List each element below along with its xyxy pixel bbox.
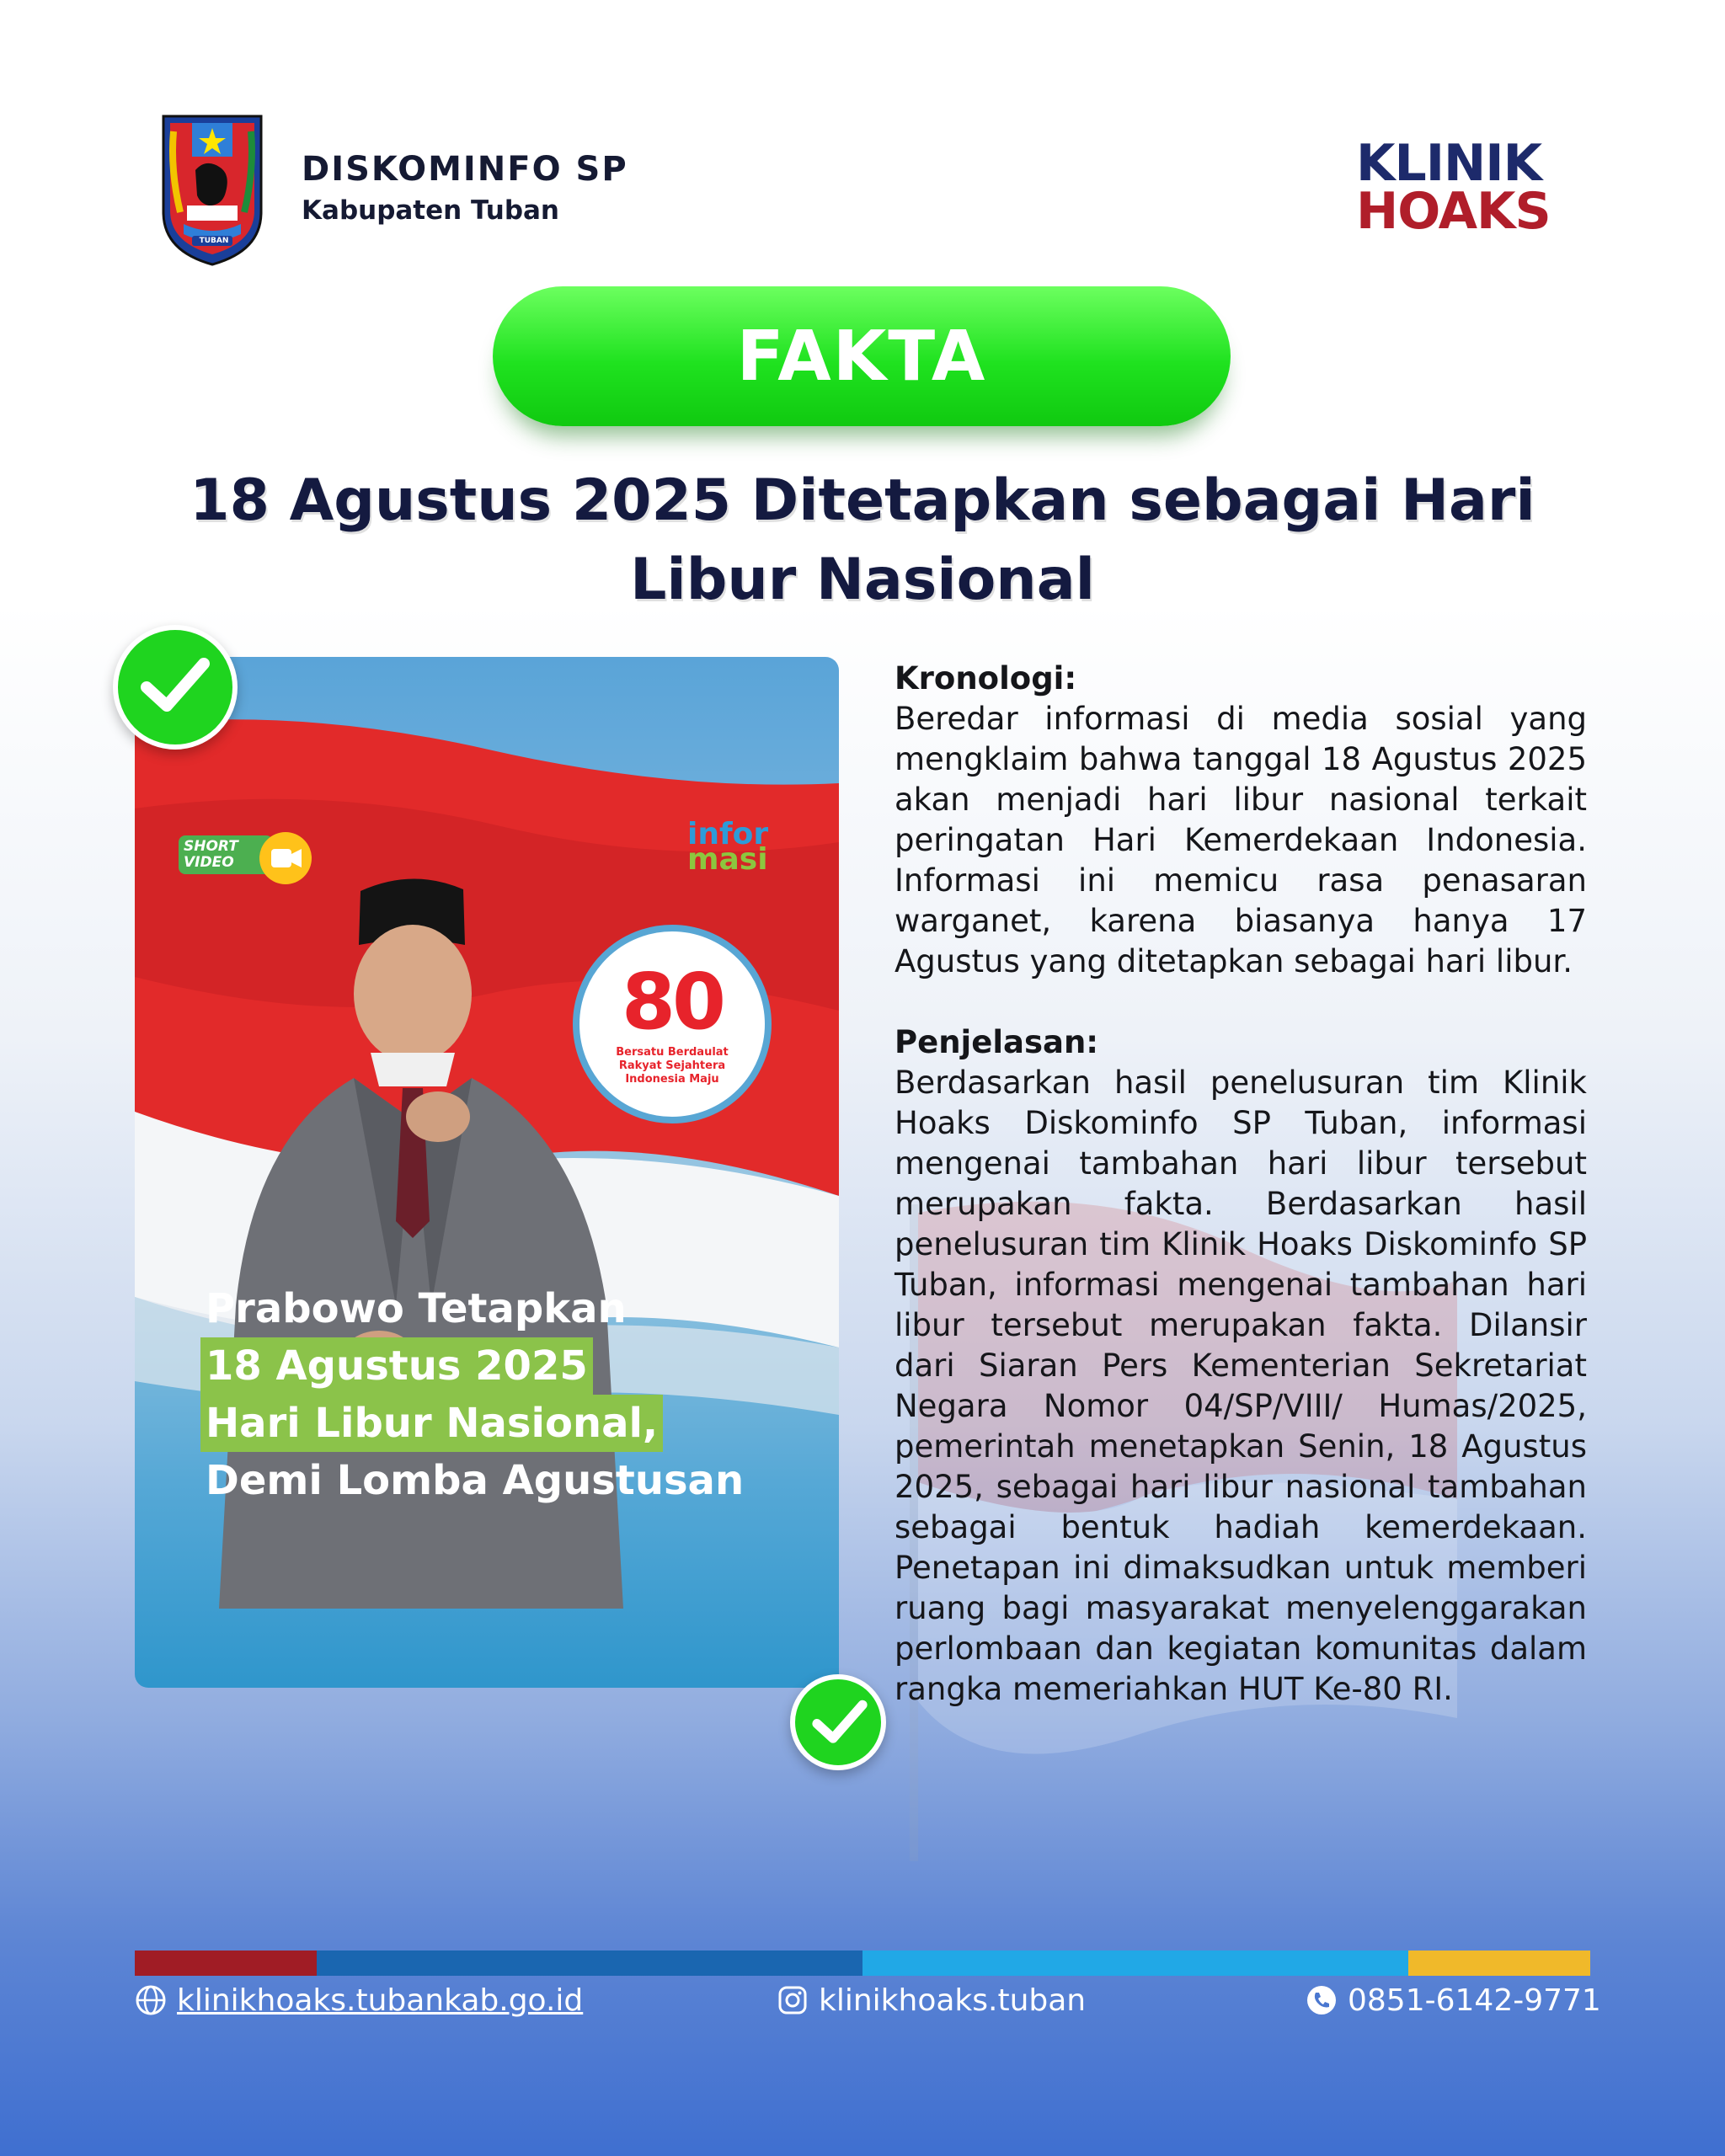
phone-icon [1306,1984,1338,2016]
badge-number: 80 [621,957,724,1047]
headline-line: Demi Lomba Agustusan [206,1457,745,1504]
emblem-text: TUBAN [199,237,229,245]
brand-line-2: HOAKS [1356,182,1551,241]
badge-tagline-line: Bersatu Berdaulat [616,1046,729,1059]
org-name: DISKOMINFO SP [302,150,628,189]
kronologi-body: Beredar informasi di media sosial yang mengklaim bahwa tanggal 18 Agustus 2025 akan menjadi hari libur nasional terkait peringatan Hari Kemerdekaan Indonesia. Informasi ini memicu rasa penasaran warganet, karena biasanya hanya 17 Agustus yang ditetapkan sebagai hari libur. [895,701,1587,979]
image-headline [200,1280,824,1509]
article-text [895,659,1587,1710]
org-brand [302,150,628,226]
globe-icon [135,1984,167,2016]
footer-website[interactable] [135,1979,583,2021]
page-title: 18 Agustus 2025 Ditetapkan sebagai Hari Libur Nasional [190,467,1535,613]
verdict-badge [493,286,1231,426]
footer-phone[interactable] [1306,1979,1601,2021]
kronologi-heading: Kronologi: [895,660,1077,696]
penjelasan-body: Berdasarkan hasil penelusuran tim Klinik Hoaks Diskominfo SP Tuban, informasi mengenai tambahan hari libur tersebut merupakan fakta. Berdasarkan hasil penelusuran tim Klinik Hoaks Diskominfo SP Tuban, informasi mengenai tambahan hari libur tersebut merupakan fakta. Dilansir dari Siaran Pers Kementerian Sekretariat Negara Nomor 04/SP/VIII/ Humas/2025, pemerintah menetapkan Senin, 18 Agustus 2025, sebagai hari libur nasional tambahan sebagai bentuk hadiah kemerdekaan. Penetapan ini dimaksudkan untuk memberi ruang bagi masyarakat menyelenggarakan perlombaan dan kegiatan komunitas dalam rangka memeriahkan HUT Ke-80 RI. [895,1065,1587,1707]
badge-tagline-line: Indonesia Maju [625,1073,719,1086]
footer-stripe-lightblue [862,1951,1408,1976]
paragraph-gap [895,982,1587,1022]
verdict-label: FAKTA [736,316,987,397]
informasi-line-2: masi [687,842,768,877]
headline-line: Prabowo Tetapkan [206,1285,627,1332]
footer-stripe-yellow [1408,1951,1590,1976]
footer-stripe-red [135,1951,317,1976]
instagram-handle[interactable]: klinikhoaks.tuban [819,1983,1087,2018]
headline-line-highlight: 18 Agustus 2025 [200,1337,593,1395]
website-link[interactable]: klinikhoaks.tubankab.go.id [177,1983,584,2018]
brand-line-1: KLINIK [1356,134,1542,193]
instagram-icon [777,1984,809,2016]
check-icon [113,625,238,750]
informasi-logo [687,817,805,877]
org-subtitle: Kabupaten Tuban [302,195,560,226]
check-icon [790,1674,886,1770]
news-image-card [135,657,839,1688]
footer-stripe-blue [317,1951,862,1976]
footer-instagram[interactable] [777,1979,1086,2021]
informasi-line-1: infor [687,817,769,851]
phone-number[interactable]: 0851-6142-9771 [1348,1983,1601,2018]
short-video-label: SHORT VIDEO [179,835,273,874]
penjelasan-heading: Penjelasan: [895,1024,1099,1060]
klinik-hoaks-logo [1356,134,1558,241]
headline-line-highlight: Hari Libur Nasional, [200,1395,663,1452]
badge-tagline-line: Rakyat Sejahtera [618,1059,726,1072]
